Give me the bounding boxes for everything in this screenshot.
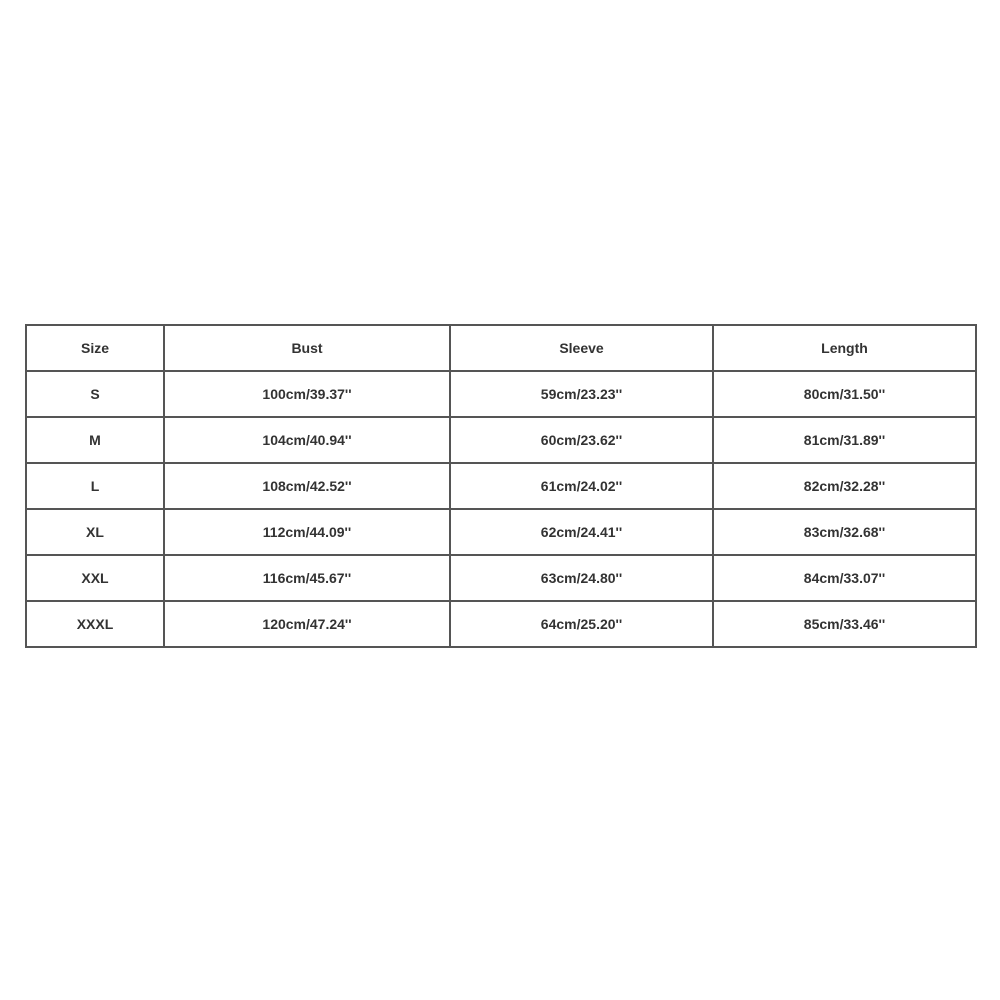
- cell-length: 85cm/33.46'': [713, 601, 976, 647]
- cell-length: 84cm/33.07'': [713, 555, 976, 601]
- header-length: Length: [713, 325, 976, 371]
- table-row: [26, 417, 976, 463]
- header-bust: Bust: [164, 325, 450, 371]
- table-row: [26, 371, 976, 417]
- header-size: Size: [26, 325, 164, 371]
- table-header-row: [26, 325, 976, 371]
- cell-bust: 116cm/45.67'': [164, 555, 450, 601]
- cell-bust: 100cm/39.37'': [164, 371, 450, 417]
- cell-sleeve: 61cm/24.02'': [450, 463, 713, 509]
- cell-sleeve: 64cm/25.20'': [450, 601, 713, 647]
- table-row: [26, 463, 976, 509]
- cell-size: M: [26, 417, 164, 463]
- cell-sleeve: 63cm/24.80'': [450, 555, 713, 601]
- cell-sleeve: 59cm/23.23'': [450, 371, 713, 417]
- cell-sleeve: 60cm/23.62'': [450, 417, 713, 463]
- cell-length: 81cm/31.89'': [713, 417, 976, 463]
- cell-length: 83cm/32.68'': [713, 509, 976, 555]
- cell-size: XL: [26, 509, 164, 555]
- cell-length: 80cm/31.50'': [713, 371, 976, 417]
- cell-size: XXXL: [26, 601, 164, 647]
- cell-bust: 112cm/44.09'': [164, 509, 450, 555]
- cell-bust: 108cm/42.52'': [164, 463, 450, 509]
- cell-size: XXL: [26, 555, 164, 601]
- table-row: [26, 509, 976, 555]
- header-sleeve: Sleeve: [450, 325, 713, 371]
- cell-bust: 120cm/47.24'': [164, 601, 450, 647]
- cell-bust: 104cm/40.94'': [164, 417, 450, 463]
- cell-sleeve: 62cm/24.41'': [450, 509, 713, 555]
- cell-size: S: [26, 371, 164, 417]
- cell-length: 82cm/32.28'': [713, 463, 976, 509]
- table-row: [26, 555, 976, 601]
- size-chart-table: [25, 324, 977, 648]
- cell-size: L: [26, 463, 164, 509]
- table-row: [26, 601, 976, 647]
